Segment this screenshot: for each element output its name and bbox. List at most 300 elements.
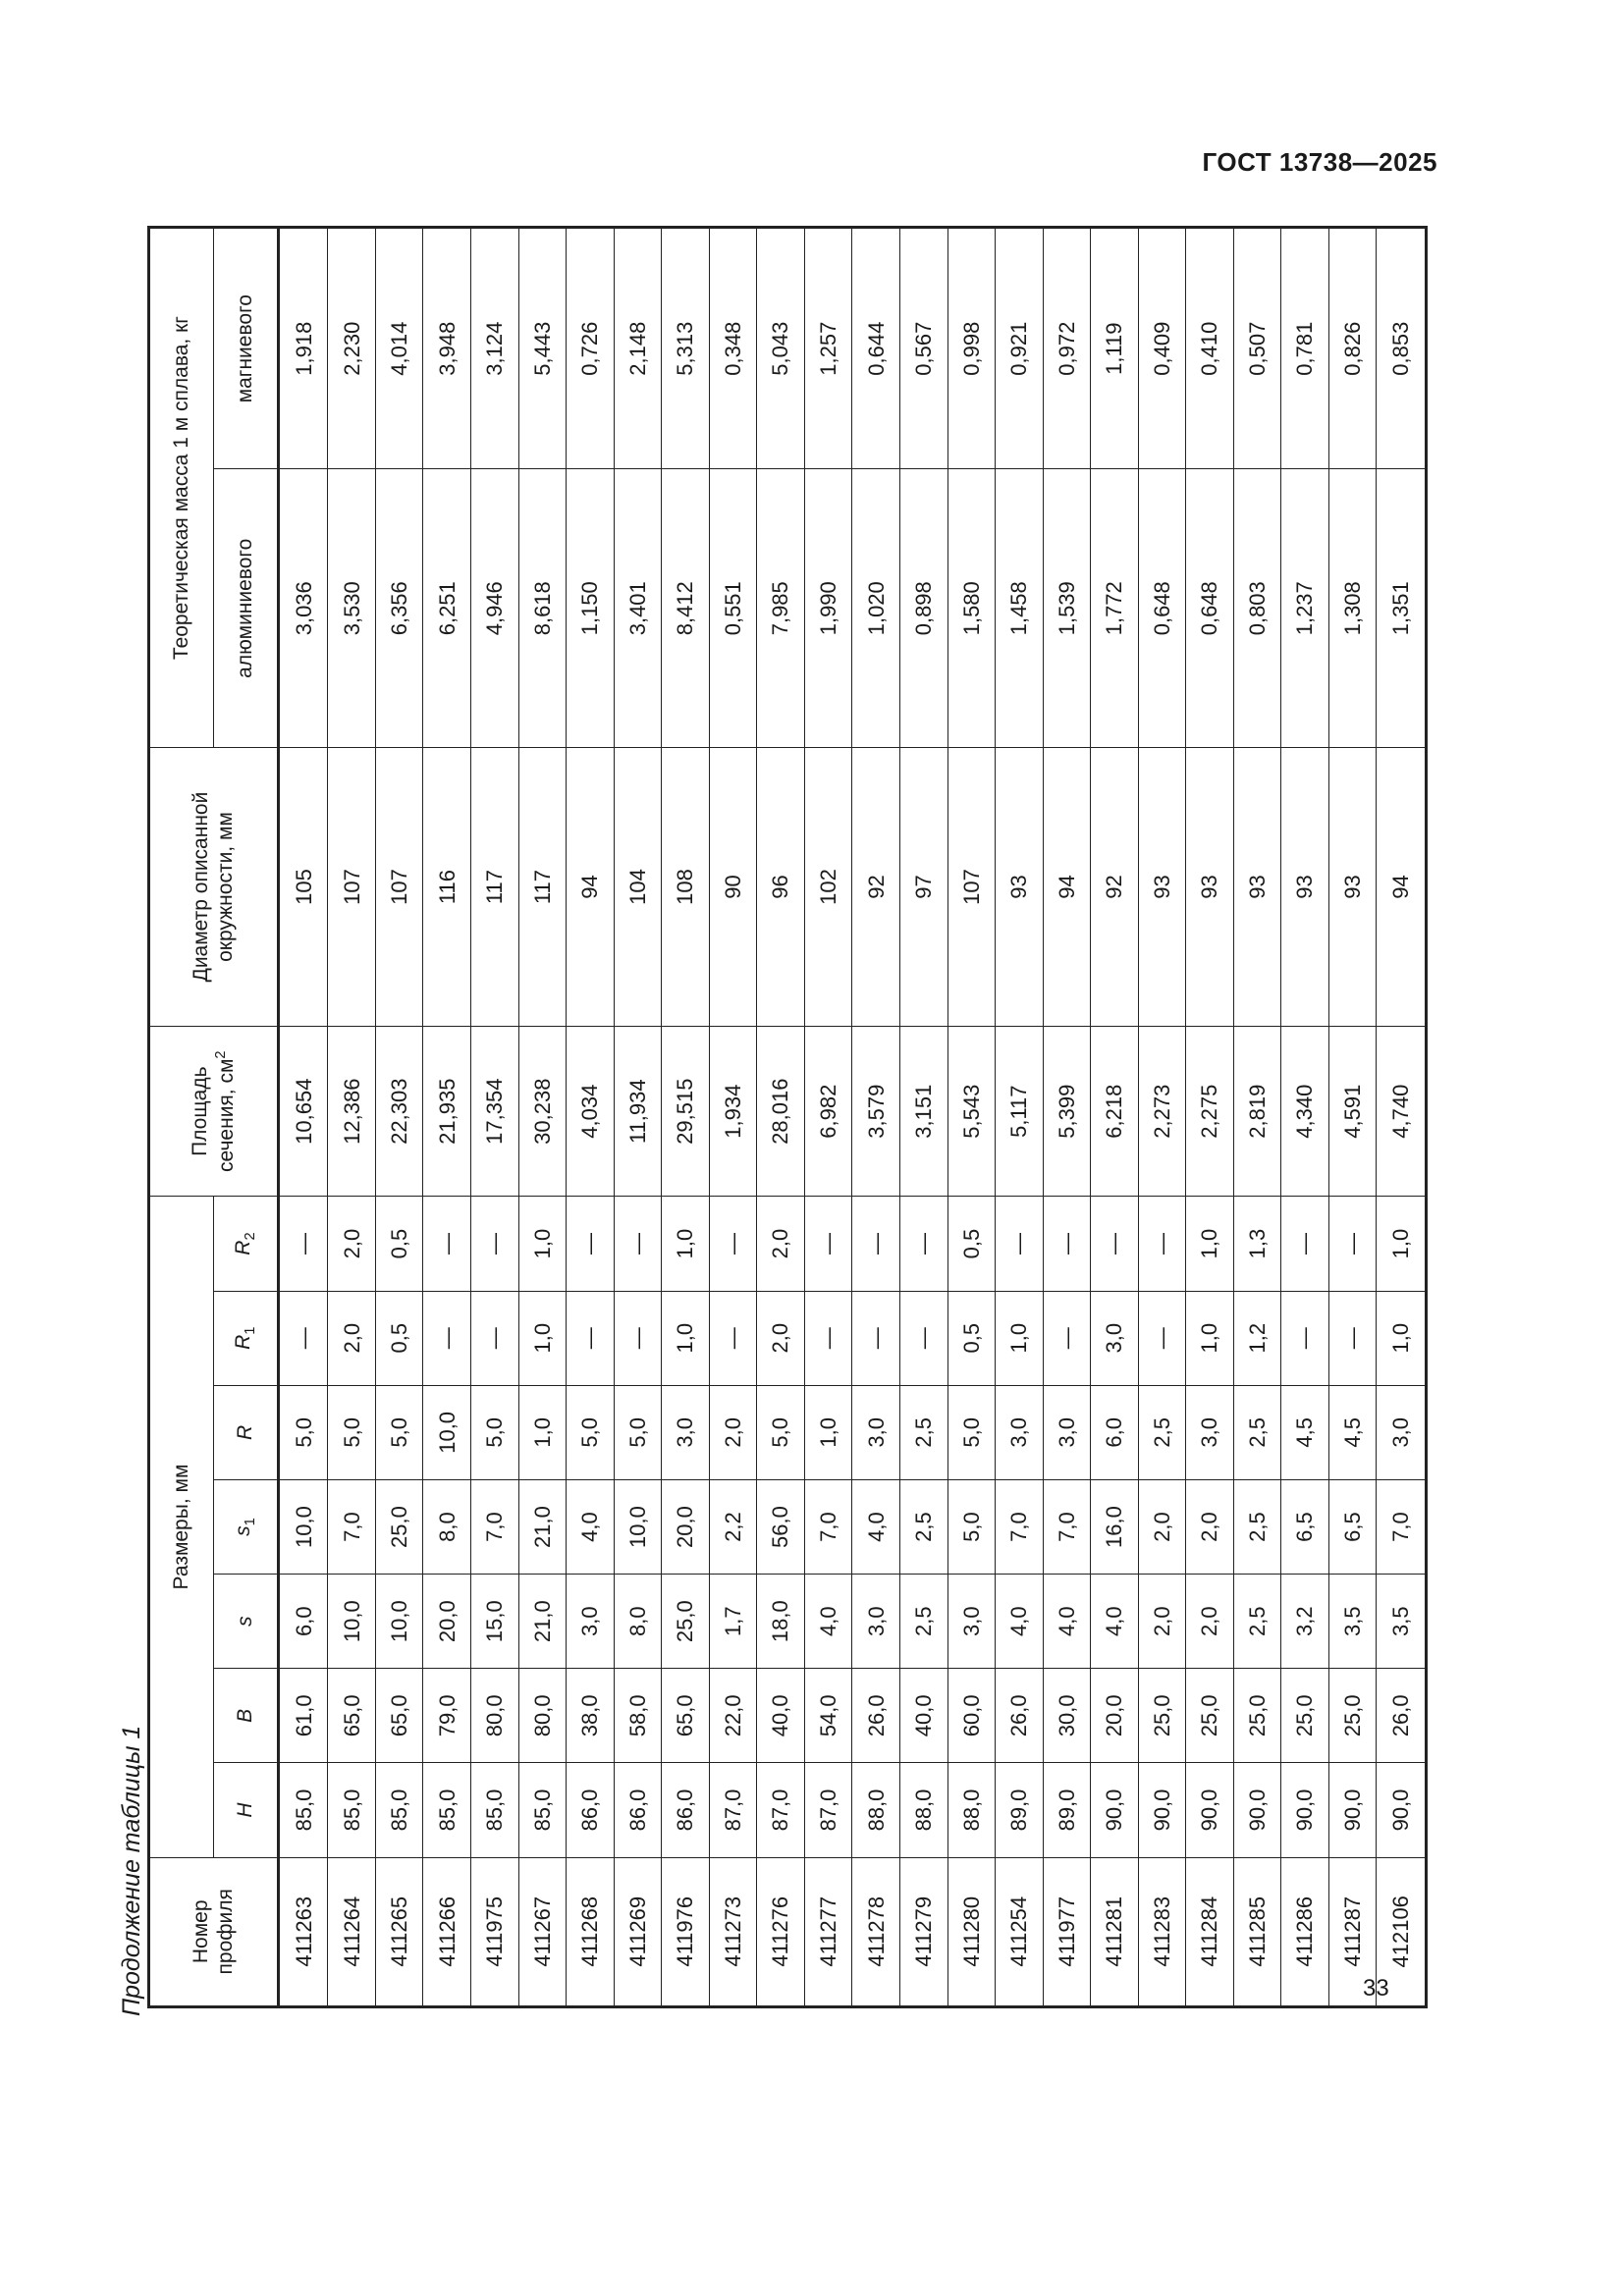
cell-R2: 1,3 [1233, 1197, 1281, 1291]
cell-diameter: 93 [1138, 748, 1186, 1027]
cell-profile: 411269 [614, 1857, 662, 2006]
cell-area: 5,117 [996, 1026, 1044, 1197]
cell-R: 3,0 [996, 1385, 1044, 1479]
cell-H: 88,0 [852, 1763, 900, 1857]
cell-s1: 7,0 [328, 1479, 376, 1574]
cell-R: 3,0 [1377, 1385, 1427, 1479]
table-row [852, 228, 900, 2007]
cell-profile: 411268 [567, 1857, 615, 2006]
cell-area: 2,819 [1233, 1026, 1281, 1197]
cell-R: 5,0 [614, 1385, 662, 1479]
cell-R1: — [423, 1291, 471, 1385]
cell-R2: — [1138, 1197, 1186, 1291]
table-row [804, 228, 852, 2007]
cell-s1: 2,5 [1233, 1479, 1281, 1574]
cell-B: 40,0 [899, 1669, 947, 1763]
cell-R1: — [1138, 1291, 1186, 1385]
cell-area: 10,654 [279, 1026, 328, 1197]
cell-s1: 56,0 [757, 1479, 805, 1574]
cell-B: 60,0 [947, 1669, 996, 1763]
cell-s: 3,0 [567, 1575, 615, 1669]
header-R2: $R_2$ [214, 1197, 279, 1291]
cell-B: 80,0 [471, 1669, 519, 1763]
cell-magnesium: 0,567 [899, 228, 947, 469]
table-row [1377, 228, 1427, 2007]
cell-H: 86,0 [614, 1763, 662, 1857]
cell-profile: 411285 [1233, 1857, 1281, 2006]
table-body [279, 228, 1427, 2007]
cell-R2: — [996, 1197, 1044, 1291]
cell-magnesium: 1,119 [1091, 228, 1139, 469]
cell-profile: 411977 [1043, 1857, 1091, 2006]
cell-H: 90,0 [1091, 1763, 1139, 1857]
cell-s1: 2,5 [899, 1479, 947, 1574]
cell-B: 22,0 [709, 1669, 757, 1763]
cell-s: 1,7 [709, 1575, 757, 1669]
cell-R2: — [899, 1197, 947, 1291]
cell-profile: 411287 [1328, 1857, 1377, 2006]
cell-R1: — [279, 1291, 328, 1385]
cell-s1: 4,0 [567, 1479, 615, 1574]
cell-s: 8,0 [614, 1575, 662, 1669]
cell-R: 2,5 [899, 1385, 947, 1479]
cell-R1: 0,5 [375, 1291, 423, 1385]
cell-aluminum: 3,036 [279, 469, 328, 748]
cell-R: 2,5 [1138, 1385, 1186, 1479]
cell-diameter: 117 [471, 748, 519, 1027]
cell-R1: — [899, 1291, 947, 1385]
cell-R2: 1,0 [662, 1197, 710, 1291]
cell-aluminum: 3,401 [614, 469, 662, 748]
header-area-line2: сечения, см [214, 1058, 238, 1172]
table-row [471, 228, 519, 2007]
cell-R: 2,0 [709, 1385, 757, 1479]
cell-area: 2,275 [1186, 1026, 1234, 1197]
cell-B: 20,0 [1091, 1669, 1139, 1763]
cell-profile: 411276 [757, 1857, 805, 2006]
cell-R2: — [279, 1197, 328, 1291]
cell-aluminum: 8,618 [518, 469, 567, 748]
cell-R: 10,0 [423, 1385, 471, 1479]
header-magnesium: магниевого [214, 228, 279, 469]
cell-H: 90,0 [1138, 1763, 1186, 1857]
cell-aluminum: 1,308 [1328, 469, 1377, 748]
cell-diameter: 94 [567, 748, 615, 1027]
cell-diameter: 107 [947, 748, 996, 1027]
cell-diameter: 92 [852, 748, 900, 1027]
cell-aluminum: 6,251 [423, 469, 471, 748]
cell-s: 3,2 [1281, 1575, 1329, 1669]
cell-R1: — [567, 1291, 615, 1385]
header-R: R [214, 1385, 279, 1479]
cell-diameter: 116 [423, 748, 471, 1027]
cell-s1: 7,0 [1377, 1479, 1427, 1574]
cell-magnesium: 3,124 [471, 228, 519, 469]
table-row [709, 228, 757, 2007]
cell-aluminum: 8,412 [662, 469, 710, 748]
table-row [279, 228, 328, 2007]
table-row [662, 228, 710, 2007]
cell-R: 5,0 [947, 1385, 996, 1479]
cell-R1: — [1281, 1291, 1329, 1385]
cell-H: 88,0 [899, 1763, 947, 1857]
cell-B: 61,0 [279, 1669, 328, 1763]
table-row [1138, 228, 1186, 2007]
table-row [1043, 228, 1091, 2007]
cell-s: 6,0 [279, 1575, 328, 1669]
cell-diameter: 94 [1043, 748, 1091, 1027]
cell-R2: 1,0 [1186, 1197, 1234, 1291]
cell-R: 5,0 [567, 1385, 615, 1479]
cell-s: 3,0 [852, 1575, 900, 1669]
cell-magnesium: 1,918 [279, 228, 328, 469]
cell-magnesium: 0,507 [1233, 228, 1281, 469]
cell-H: 86,0 [662, 1763, 710, 1857]
header-aluminum: алюминиевого [214, 469, 279, 748]
table-row [1186, 228, 1234, 2007]
cell-s: 18,0 [757, 1575, 805, 1669]
cell-area: 5,543 [947, 1026, 996, 1197]
cell-R2: 0,5 [375, 1197, 423, 1291]
cell-R: 3,0 [1186, 1385, 1234, 1479]
cell-R2: 0,5 [947, 1197, 996, 1291]
cell-B: 65,0 [328, 1669, 376, 1763]
cell-R1: 1,0 [662, 1291, 710, 1385]
cell-diameter: 102 [804, 748, 852, 1027]
cell-B: 40,0 [757, 1669, 805, 1763]
cell-B: 25,0 [1233, 1669, 1281, 1763]
table-row [1281, 228, 1329, 2007]
cell-R2: — [471, 1197, 519, 1291]
cell-H: 88,0 [947, 1763, 996, 1857]
cell-s1: 10,0 [279, 1479, 328, 1574]
cell-profile: 411976 [662, 1857, 710, 2006]
cell-s: 15,0 [471, 1575, 519, 1669]
cell-R2: — [614, 1197, 662, 1291]
cell-area: 29,515 [662, 1026, 710, 1197]
table-row [757, 228, 805, 2007]
cell-R1: 2,0 [328, 1291, 376, 1385]
cell-R2: — [1281, 1197, 1329, 1291]
cell-diameter: 108 [662, 748, 710, 1027]
table-row [614, 228, 662, 2007]
cell-R2: 2,0 [757, 1197, 805, 1291]
cell-B: 25,0 [1186, 1669, 1234, 1763]
cell-R2: — [852, 1197, 900, 1291]
cell-B: 25,0 [1328, 1669, 1377, 1763]
table-row [899, 228, 947, 2007]
cell-s: 2,5 [899, 1575, 947, 1669]
cell-R2: — [567, 1197, 615, 1291]
table-row [518, 228, 567, 2007]
cell-R: 4,5 [1281, 1385, 1329, 1479]
cell-s: 3,5 [1377, 1575, 1427, 1669]
cell-magnesium: 1,257 [804, 228, 852, 469]
cell-profile: 411284 [1186, 1857, 1234, 2006]
cell-R1: 1,0 [518, 1291, 567, 1385]
cell-s1: 20,0 [662, 1479, 710, 1574]
cell-magnesium: 3,948 [423, 228, 471, 469]
header-area-line1: Площадь [189, 1066, 212, 1156]
cell-area: 6,218 [1091, 1026, 1139, 1197]
table-rotated-container [147, 226, 1428, 2008]
cell-B: 25,0 [1138, 1669, 1186, 1763]
cell-magnesium: 0,853 [1377, 228, 1427, 469]
cell-diameter: 107 [375, 748, 423, 1027]
cell-area: 5,399 [1043, 1026, 1091, 1197]
cell-profile: 411264 [328, 1857, 376, 2006]
cell-aluminum: 1,351 [1377, 469, 1427, 748]
cell-s1: 7,0 [996, 1479, 1044, 1574]
cell-s: 21,0 [518, 1575, 567, 1669]
cell-area: 3,151 [899, 1026, 947, 1197]
cell-R2: — [804, 1197, 852, 1291]
cell-H: 85,0 [471, 1763, 519, 1857]
cell-R: 4,5 [1328, 1385, 1377, 1479]
cell-magnesium: 5,043 [757, 228, 805, 469]
cell-R: 6,0 [1091, 1385, 1139, 1479]
table-caption: Продолжение таблицы 1 [118, 1725, 145, 2016]
cell-magnesium: 0,410 [1186, 228, 1234, 469]
cell-diameter: 93 [1281, 748, 1329, 1027]
table-row [947, 228, 996, 2007]
cell-s: 20,0 [423, 1575, 471, 1669]
cell-H: 89,0 [996, 1763, 1044, 1857]
cell-s1: 2,0 [1138, 1479, 1186, 1574]
cell-s1: 7,0 [1043, 1479, 1091, 1574]
cell-R: 5,0 [757, 1385, 805, 1479]
cell-B: 54,0 [804, 1669, 852, 1763]
cell-s1: 4,0 [852, 1479, 900, 1574]
cell-R2: 1,0 [1377, 1197, 1427, 1291]
cell-H: 86,0 [567, 1763, 615, 1857]
cell-profile: 411263 [279, 1857, 328, 2006]
cell-area: 21,935 [423, 1026, 471, 1197]
cell-aluminum: 3,530 [328, 469, 376, 748]
table-row [1233, 228, 1281, 2007]
cell-diameter: 97 [899, 748, 947, 1027]
cell-aluminum: 6,356 [375, 469, 423, 748]
cell-H: 85,0 [518, 1763, 567, 1857]
cell-aluminum: 1,772 [1091, 469, 1139, 748]
cell-area: 17,354 [471, 1026, 519, 1197]
table-row [996, 228, 1044, 2007]
cell-profile: 411286 [1281, 1857, 1329, 2006]
cell-area: 1,934 [709, 1026, 757, 1197]
header-B: B [214, 1669, 279, 1763]
cell-magnesium: 4,014 [375, 228, 423, 469]
cell-s: 4,0 [1091, 1575, 1139, 1669]
header-H: H [214, 1763, 279, 1857]
cell-s1: 7,0 [804, 1479, 852, 1574]
cell-profile: 411279 [899, 1857, 947, 2006]
cell-aluminum: 4,946 [471, 469, 519, 748]
cell-diameter: 96 [757, 748, 805, 1027]
cell-R2: 1,0 [518, 1197, 567, 1291]
cell-aluminum: 0,803 [1233, 469, 1281, 748]
header-s1: $s_1$ [214, 1479, 279, 1574]
cell-magnesium: 0,826 [1328, 228, 1377, 469]
cell-s: 25,0 [662, 1575, 710, 1669]
cell-B: 30,0 [1043, 1669, 1091, 1763]
cell-s1: 16,0 [1091, 1479, 1139, 1574]
header-theoretical-mass: Теоретическая масса 1 м сплава, кг [149, 228, 214, 748]
cell-diameter: 104 [614, 748, 662, 1027]
cell-R1: 1,0 [1377, 1291, 1427, 1385]
cell-R1: — [709, 1291, 757, 1385]
cell-area: 11,934 [614, 1026, 662, 1197]
header-dimensions: Размеры, мм [149, 1197, 214, 1857]
cell-H: 87,0 [757, 1763, 805, 1857]
cell-magnesium: 0,409 [1138, 228, 1186, 469]
cell-R2: — [1328, 1197, 1377, 1291]
cell-profile: 411254 [996, 1857, 1044, 2006]
cell-profile: 411280 [947, 1857, 996, 2006]
cell-profile: 411273 [709, 1857, 757, 2006]
cell-area: 28,016 [757, 1026, 805, 1197]
cell-magnesium: 2,230 [328, 228, 376, 469]
cell-s1: 21,0 [518, 1479, 567, 1574]
cell-R1: 1,0 [1186, 1291, 1234, 1385]
cell-s1: 10,0 [614, 1479, 662, 1574]
cell-aluminum: 1,990 [804, 469, 852, 748]
cell-s: 10,0 [328, 1575, 376, 1669]
cell-magnesium: 0,348 [709, 228, 757, 469]
cell-H: 90,0 [1233, 1763, 1281, 1857]
cell-s: 4,0 [1043, 1575, 1091, 1669]
cell-diameter: 92 [1091, 748, 1139, 1027]
cell-s: 2,0 [1186, 1575, 1234, 1669]
cell-s: 3,5 [1328, 1575, 1377, 1669]
cell-R1: — [1328, 1291, 1377, 1385]
cell-s1: 2,0 [1186, 1479, 1234, 1574]
cell-H: 85,0 [279, 1763, 328, 1857]
cell-s1: 5,0 [947, 1479, 996, 1574]
cell-B: 58,0 [614, 1669, 662, 1763]
table-header [149, 228, 279, 2007]
cell-R: 3,0 [662, 1385, 710, 1479]
cell-R: 1,0 [804, 1385, 852, 1479]
cell-R1: 3,0 [1091, 1291, 1139, 1385]
cell-area: 6,982 [804, 1026, 852, 1197]
cell-aluminum: 1,580 [947, 469, 996, 748]
cell-diameter: 93 [996, 748, 1044, 1027]
cell-profile: 411277 [804, 1857, 852, 2006]
header-area [149, 1026, 279, 1197]
table-row [328, 228, 376, 2007]
cell-magnesium: 2,148 [614, 228, 662, 469]
cell-B: 26,0 [996, 1669, 1044, 1763]
cell-B: 65,0 [662, 1669, 710, 1763]
table-row [1328, 228, 1377, 2007]
cell-H: 89,0 [1043, 1763, 1091, 1857]
cell-s: 4,0 [996, 1575, 1044, 1669]
cell-B: 38,0 [567, 1669, 615, 1763]
cell-profile: 411283 [1138, 1857, 1186, 2006]
cell-magnesium: 0,644 [852, 228, 900, 469]
cell-magnesium: 5,313 [662, 228, 710, 469]
cell-s1: 8,0 [423, 1479, 471, 1574]
cell-area: 4,034 [567, 1026, 615, 1197]
cell-magnesium: 5,443 [518, 228, 567, 469]
cell-R: 3,0 [1043, 1385, 1091, 1479]
cell-H: 90,0 [1186, 1763, 1234, 1857]
cell-diameter: 93 [1186, 748, 1234, 1027]
cell-H: 90,0 [1328, 1763, 1377, 1857]
cell-aluminum: 1,458 [996, 469, 1044, 748]
cell-s1: 6,5 [1281, 1479, 1329, 1574]
cell-R2: — [709, 1197, 757, 1291]
cell-R2: — [1091, 1197, 1139, 1291]
cell-area: 22,303 [375, 1026, 423, 1197]
cell-aluminum: 1,237 [1281, 469, 1329, 748]
cell-R2: — [1043, 1197, 1091, 1291]
cell-H: 85,0 [375, 1763, 423, 1857]
cell-R: 1,0 [518, 1385, 567, 1479]
cell-area: 4,340 [1281, 1026, 1329, 1197]
cell-area: 3,579 [852, 1026, 900, 1197]
cell-area: 2,273 [1138, 1026, 1186, 1197]
cell-s1: 2,2 [709, 1479, 757, 1574]
cell-area: 30,238 [518, 1026, 567, 1197]
cell-profile: 411281 [1091, 1857, 1139, 2006]
cell-diameter: 93 [1328, 748, 1377, 1027]
cell-profile: 411266 [423, 1857, 471, 2006]
cell-diameter: 117 [518, 748, 567, 1027]
cell-aluminum: 0,648 [1186, 469, 1234, 748]
cell-B: 80,0 [518, 1669, 567, 1763]
cell-H: 87,0 [709, 1763, 757, 1857]
page-number: 33 [1363, 1975, 1389, 2002]
cell-R: 5,0 [328, 1385, 376, 1479]
cell-magnesium: 0,781 [1281, 228, 1329, 469]
table-row [1091, 228, 1139, 2007]
header-R1: $R_1$ [214, 1291, 279, 1385]
cell-R1: 1,2 [1233, 1291, 1281, 1385]
cell-R1: 0,5 [947, 1291, 996, 1385]
cell-H: 85,0 [423, 1763, 471, 1857]
cell-R1: 1,0 [996, 1291, 1044, 1385]
cell-R1: — [804, 1291, 852, 1385]
cell-s: 2,5 [1233, 1575, 1281, 1669]
cell-aluminum: 1,539 [1043, 469, 1091, 748]
cell-H: 90,0 [1377, 1763, 1427, 1857]
profiles-table [147, 226, 1428, 2008]
cell-R1: — [471, 1291, 519, 1385]
cell-R1: — [852, 1291, 900, 1385]
cell-area: 4,591 [1328, 1026, 1377, 1197]
cell-s1: 25,0 [375, 1479, 423, 1574]
cell-magnesium: 0,972 [1043, 228, 1091, 469]
cell-s1: 6,5 [1328, 1479, 1377, 1574]
table-row [567, 228, 615, 2007]
cell-diameter: 105 [279, 748, 328, 1027]
cell-aluminum: 1,020 [852, 469, 900, 748]
cell-aluminum: 0,648 [1138, 469, 1186, 748]
table-row [375, 228, 423, 2007]
cell-magnesium: 0,998 [947, 228, 996, 469]
cell-R: 5,0 [471, 1385, 519, 1479]
cell-aluminum: 7,985 [757, 469, 805, 748]
cell-aluminum: 0,551 [709, 469, 757, 748]
cell-magnesium: 0,726 [567, 228, 615, 469]
cell-R1: — [1043, 1291, 1091, 1385]
cell-s1: 7,0 [471, 1479, 519, 1574]
cell-profile: 411278 [852, 1857, 900, 2006]
table-row [423, 228, 471, 2007]
cell-R: 5,0 [279, 1385, 328, 1479]
cell-B: 79,0 [423, 1669, 471, 1763]
